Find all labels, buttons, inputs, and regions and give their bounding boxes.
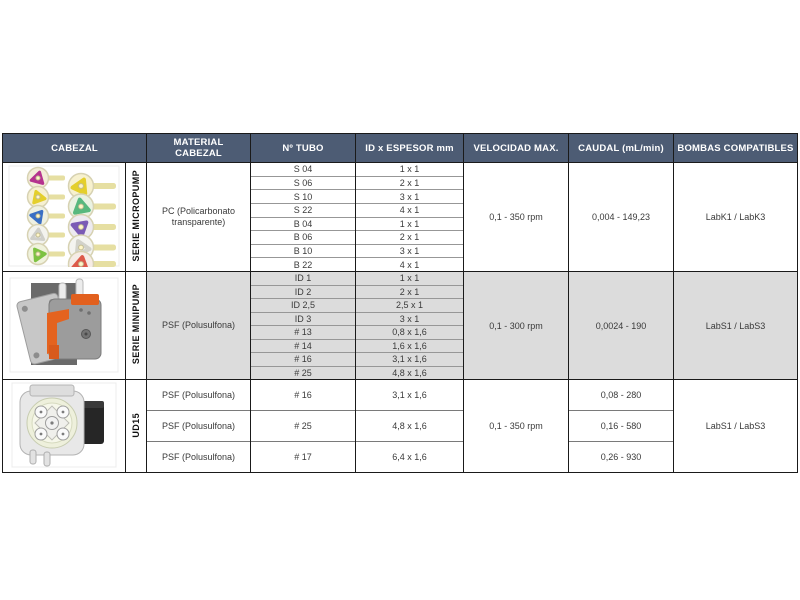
header-tubo: Nº TUBO <box>251 134 356 163</box>
tube-size-cell: 3 x 1 <box>356 190 464 204</box>
series-strip-minipump <box>126 272 147 380</box>
flow-cell: 0,26 - 930 <box>569 442 674 473</box>
tube-size-cell: 1 x 1 <box>356 163 464 177</box>
minipump-head-image <box>9 277 119 373</box>
tube-number-cell: # 13 <box>251 326 356 340</box>
tube-size-cell: 3,1 x 1,6 <box>356 380 464 411</box>
tube-number-cell: S 10 <box>251 190 356 204</box>
minipump-photo-cell <box>3 272 126 380</box>
flow-cell: 0,004 - 149,23 <box>569 163 674 272</box>
tube-number-cell: # 14 <box>251 339 356 353</box>
pumps-cell: LabS1 / LabS3 <box>674 272 798 380</box>
tube-number-cell: ID 2,5 <box>251 299 356 313</box>
tube-size-cell: 2 x 1 <box>356 285 464 299</box>
tube-number-cell: ID 2 <box>251 285 356 299</box>
tube-size-cell: 4,8 x 1,6 <box>356 411 464 442</box>
material-cell: PC (Policarbonato transparente) <box>147 163 251 272</box>
material-cell: PSF (Polusulfona) <box>147 380 251 411</box>
header-material: MATERIAL CABEZAL <box>147 134 251 163</box>
ud15-photo-cell <box>3 380 126 473</box>
tube-number-cell: S 22 <box>251 203 356 217</box>
tube-size-cell: 3,1 x 1,6 <box>356 353 464 367</box>
tube-size-cell: 0,8 x 1,6 <box>356 326 464 340</box>
flow-cell: 0,0024 - 190 <box>569 272 674 380</box>
header-espesor: ID x ESPESOR mm <box>356 134 464 163</box>
material-cell: PSF (Polusulfona) <box>147 272 251 380</box>
series-strip-micropump <box>126 163 147 272</box>
pump-spec-table <box>2 133 798 473</box>
tube-size-cell: 3 x 1 <box>356 312 464 326</box>
header-caudal: CAUDAL (mL/min) <box>569 134 674 163</box>
tube-size-cell: 6,4 x 1,6 <box>356 442 464 473</box>
series-label-micropump: SERIE MICROPUMP <box>131 170 141 262</box>
tube-number-cell: # 25 <box>251 366 356 380</box>
tube-number-cell: ID 3 <box>251 312 356 326</box>
tube-size-cell: 2 x 1 <box>356 176 464 190</box>
series-label-minipump: SERIE MINIPUMP <box>131 284 141 365</box>
tube-size-cell: 1 x 1 <box>356 217 464 231</box>
tube-number-cell: S 06 <box>251 176 356 190</box>
table-row <box>3 163 798 177</box>
tube-size-cell: 2,5 x 1 <box>356 299 464 313</box>
tube-number-cell: B 06 <box>251 231 356 245</box>
tube-number-cell: # 17 <box>251 442 356 473</box>
tube-size-cell: 4,8 x 1,6 <box>356 366 464 380</box>
flow-cell: 0,08 - 280 <box>569 380 674 411</box>
tube-size-cell: 2 x 1 <box>356 231 464 245</box>
tube-number-cell: B 04 <box>251 217 356 231</box>
micropump-photo-cell <box>3 163 126 272</box>
tube-size-cell: 1,6 x 1,6 <box>356 339 464 353</box>
tube-number-cell: S 04 <box>251 163 356 177</box>
pumps-cell: LabK1 / LabK3 <box>674 163 798 272</box>
velocity-cell: 0,1 - 350 rpm <box>464 163 569 272</box>
tube-size-cell: 1 x 1 <box>356 272 464 286</box>
table-row <box>3 272 798 286</box>
tube-number-cell: # 16 <box>251 353 356 367</box>
micropump-heads-image <box>8 165 120 267</box>
header-bombas: BOMBAS COMPATIBLES <box>674 134 798 163</box>
header-cabezal: CABEZAL <box>3 134 147 163</box>
table-row <box>3 380 798 411</box>
tube-number-cell: B 10 <box>251 244 356 258</box>
tube-size-cell: 3 x 1 <box>356 244 464 258</box>
velocity-cell: 0,1 - 350 rpm <box>464 380 569 473</box>
header-velocidad: VELOCIDAD MAX. <box>464 134 569 163</box>
pumps-cell: LabS1 / LabS3 <box>674 380 798 473</box>
tube-size-cell: 4 x 1 <box>356 203 464 217</box>
tube-number-cell: ID 1 <box>251 272 356 286</box>
material-cell: PSF (Polusulfona) <box>147 442 251 473</box>
velocity-cell: 0,1 - 300 rpm <box>464 272 569 380</box>
tube-size-cell: 4 x 1 <box>356 258 464 272</box>
tube-number-cell: B 22 <box>251 258 356 272</box>
series-label-ud15: UD15 <box>131 412 141 438</box>
tube-number-cell: # 25 <box>251 411 356 442</box>
flow-cell: 0,16 - 580 <box>569 411 674 442</box>
table-header-row <box>3 134 798 163</box>
series-strip-ud15 <box>126 380 147 473</box>
ud15-head-image <box>11 382 117 468</box>
tube-number-cell: # 16 <box>251 380 356 411</box>
material-cell: PSF (Polusulfona) <box>147 411 251 442</box>
